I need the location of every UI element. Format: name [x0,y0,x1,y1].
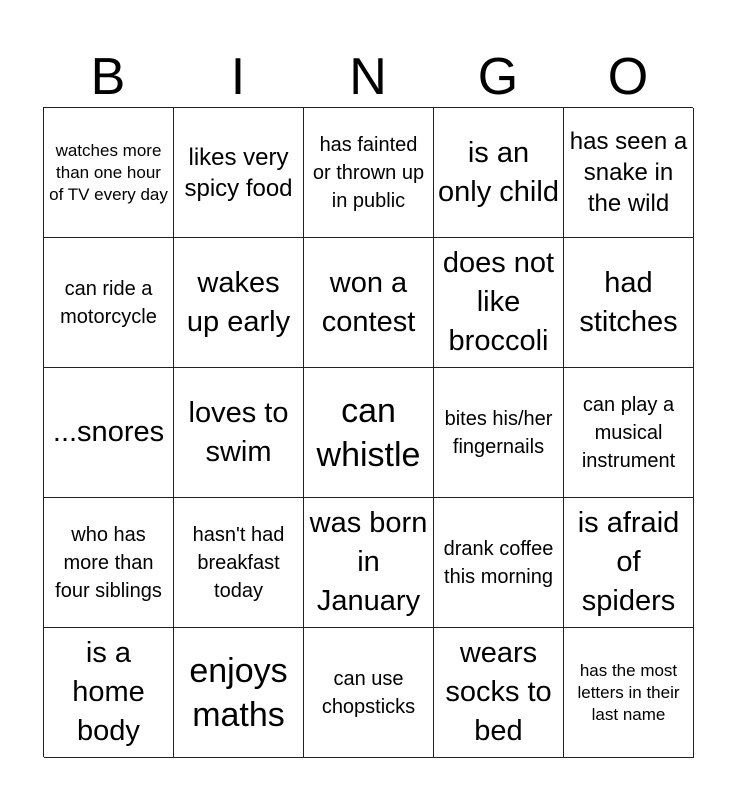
bingo-cell[interactable]: is a home body [44,628,174,758]
bingo-cell[interactable]: was born in January [304,498,434,628]
bingo-cell[interactable]: has seen a snake in the wild [564,108,694,238]
bingo-cell[interactable]: bites his/her fingernails [434,368,564,498]
header-letter-i: I [230,48,246,106]
bingo-cell[interactable]: hasn't had breakfast today [174,498,304,628]
bingo-cell[interactable]: has the most letters in their last name [564,628,694,758]
bingo-cell[interactable]: had stitches [564,238,694,368]
header-letter-b: B [90,48,126,106]
bingo-cell[interactable]: can use chopsticks [304,628,434,758]
bingo-cell[interactable]: does not like broccoli [434,238,564,368]
bingo-cell[interactable]: watches more than one hour of TV every day [44,108,174,238]
bingo-card-grid [43,107,693,757]
bingo-cell[interactable]: wakes up early [174,238,304,368]
bingo-cell[interactable]: wears socks to bed [434,628,564,758]
bingo-header [43,48,693,106]
header-letter-n: N [349,48,387,106]
header-letter-g: G [477,48,519,106]
bingo-cell[interactable]: can whistle [304,368,434,498]
bingo-cell[interactable]: who has more than four siblings [44,498,174,628]
bingo-cell[interactable]: has fainted or thrown up in public [304,108,434,238]
bingo-cell[interactable]: likes very spicy food [174,108,304,238]
bingo-cell[interactable]: can ride a motorcycle [44,238,174,368]
bingo-cell[interactable]: loves to swim [174,368,304,498]
bingo-cell[interactable]: drank coffee this morning [434,498,564,628]
bingo-cell[interactable]: won a contest [304,238,434,368]
bingo-cell[interactable]: enjoys maths [174,628,304,758]
bingo-cell[interactable]: ...snores [44,368,174,498]
header-letter-o: O [607,48,649,106]
bingo-cell[interactable]: is an only child [434,108,564,238]
bingo-cell[interactable]: is afraid of spiders [564,498,694,628]
bingo-cell[interactable]: can play a musical instrument [564,368,694,498]
